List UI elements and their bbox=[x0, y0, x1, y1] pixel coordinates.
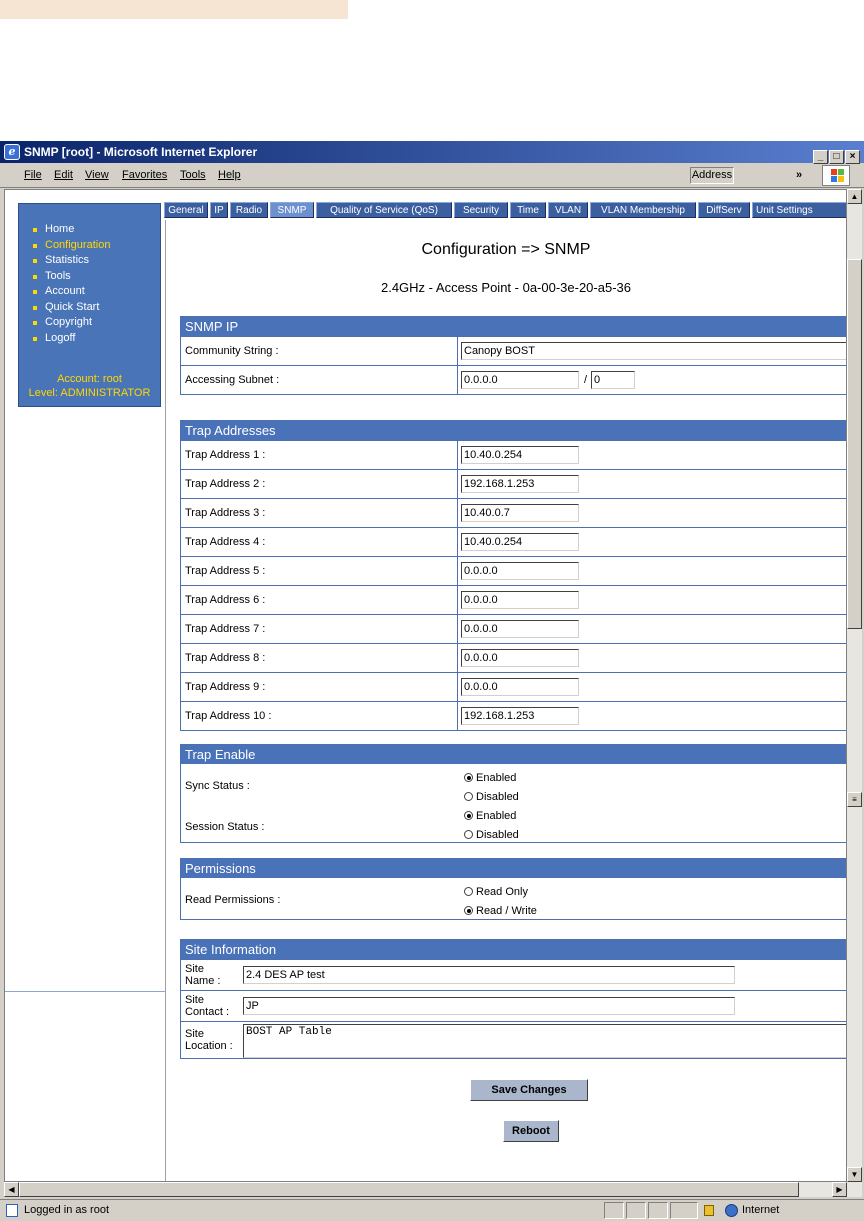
trap-input-9[interactable] bbox=[461, 678, 579, 696]
tab-time[interactable]: Time bbox=[510, 202, 546, 218]
community-input[interactable] bbox=[461, 342, 847, 360]
site-location-row bbox=[181, 1021, 847, 1060]
row-divider bbox=[457, 337, 458, 365]
menu-tools[interactable]: Tools bbox=[180, 169, 206, 181]
session-status-label: Session Status : bbox=[185, 821, 265, 833]
trap-input-4[interactable] bbox=[461, 533, 579, 551]
sync-enabled-label: Enabled bbox=[476, 772, 517, 784]
trap-label-1: Trap Address 1 : bbox=[185, 449, 266, 461]
status-text: Logged in as root bbox=[24, 1204, 110, 1216]
trap-row-1 bbox=[181, 440, 847, 469]
subnet-mask-input[interactable] bbox=[591, 371, 635, 389]
site-info-section bbox=[180, 939, 847, 1059]
permissions-section bbox=[180, 858, 847, 920]
read-write-label: Read / Write bbox=[476, 905, 537, 917]
subnet-label: Accessing Subnet : bbox=[185, 374, 280, 386]
read-permissions-row bbox=[181, 878, 847, 919]
status-cell bbox=[648, 1202, 668, 1219]
ie-icon: e bbox=[4, 144, 20, 160]
tab-snmp[interactable]: SNMP bbox=[270, 202, 314, 218]
status-cell bbox=[626, 1202, 646, 1219]
site-location-label: Site Location : bbox=[185, 1028, 233, 1052]
trap-label-10: Trap Address 10 : bbox=[185, 710, 272, 722]
row-divider bbox=[457, 470, 458, 498]
read-only-radio[interactable] bbox=[464, 886, 528, 898]
tab-vlan-membership[interactable]: VLAN Membership bbox=[590, 202, 696, 218]
page-icon bbox=[6, 1204, 18, 1217]
trap-addresses-section bbox=[180, 420, 847, 731]
trap-input-3[interactable] bbox=[461, 504, 579, 522]
top-banner bbox=[0, 0, 348, 19]
tab-unit-settings[interactable]: Unit Settings bbox=[752, 202, 847, 218]
page-title: Configuration => SNMP bbox=[421, 241, 591, 258]
snmp-ip-section bbox=[180, 316, 847, 395]
sync-status-label: Sync Status : bbox=[185, 780, 250, 792]
nav-copyright[interactable]: Copyright bbox=[45, 315, 110, 331]
read-only-label: Read Only bbox=[476, 886, 528, 898]
menu-file[interactable]: File bbox=[24, 169, 42, 181]
trap-label-8: Trap Address 8 : bbox=[185, 652, 266, 664]
trap-row-3 bbox=[181, 498, 847, 527]
tab-ip[interactable]: IP bbox=[210, 202, 228, 218]
menu-view[interactable]: View bbox=[85, 169, 109, 181]
trap-input-2[interactable] bbox=[461, 475, 579, 493]
trap-label-7: Trap Address 7 : bbox=[185, 623, 266, 635]
trap-row-9 bbox=[181, 672, 847, 701]
radio-unchecked-icon bbox=[464, 792, 473, 801]
site-contact-input[interactable] bbox=[243, 997, 735, 1015]
trap-label-6: Trap Address 6 : bbox=[185, 594, 266, 606]
trap-input-8[interactable] bbox=[461, 649, 579, 667]
row-divider bbox=[457, 441, 458, 469]
nav-statistics[interactable]: Statistics bbox=[45, 253, 110, 269]
close-icon[interactable]: × bbox=[845, 150, 860, 164]
row-divider bbox=[457, 673, 458, 701]
horizontal-scroll-thumb[interactable] bbox=[19, 1182, 799, 1197]
trap-row-6 bbox=[181, 585, 847, 614]
menu-edit[interactable]: Edit bbox=[54, 169, 73, 181]
session-status-row bbox=[181, 803, 847, 843]
trap-input-1[interactable] bbox=[461, 446, 579, 464]
reboot-button[interactable]: Reboot bbox=[503, 1120, 559, 1142]
trap-row-10 bbox=[181, 701, 847, 730]
save-changes-button[interactable]: Save Changes bbox=[470, 1079, 588, 1101]
nav-account[interactable]: Account bbox=[45, 284, 110, 300]
sync-enabled-radio[interactable] bbox=[464, 772, 516, 784]
trap-row-4 bbox=[181, 527, 847, 556]
title-bar bbox=[0, 141, 864, 163]
chevron-icon[interactable]: » bbox=[796, 169, 803, 181]
trap-input-10[interactable] bbox=[461, 707, 579, 725]
session-disabled-label: Disabled bbox=[476, 829, 519, 841]
site-contact-row bbox=[181, 990, 847, 1021]
subnet-slash: / bbox=[584, 374, 588, 386]
permissions-header: Permissions bbox=[181, 859, 847, 878]
maximize-icon[interactable]: □ bbox=[829, 150, 844, 164]
scroll-mid-icon[interactable]: ≡ bbox=[847, 792, 862, 807]
row-divider bbox=[457, 499, 458, 527]
site-location-textarea[interactable]: BOST AP Table bbox=[243, 1024, 847, 1058]
tab-vlan[interactable]: VLAN bbox=[548, 202, 588, 218]
subnet-input[interactable] bbox=[461, 371, 579, 389]
nav-home[interactable]: Home bbox=[45, 222, 110, 238]
community-row bbox=[181, 336, 847, 365]
row-divider bbox=[457, 644, 458, 672]
trap-label-2: Trap Address 2 : bbox=[185, 478, 266, 490]
trap-enable-header: Trap Enable bbox=[181, 745, 847, 764]
read-write-radio[interactable] bbox=[464, 905, 537, 917]
tab-diffserv[interactable]: DiffServ bbox=[698, 202, 750, 218]
nav-logoff[interactable]: Logoff bbox=[45, 331, 110, 347]
page-subtitle: 2.4GHz - Access Point - 0a-00-3e-20-a5-36 bbox=[380, 280, 631, 295]
site-name-row bbox=[181, 959, 847, 990]
vertical-scrollbar[interactable] bbox=[847, 189, 862, 1182]
menu-help[interactable]: Help bbox=[218, 169, 241, 181]
trap-input-7[interactable] bbox=[461, 620, 579, 638]
snmp-ip-header: SNMP IP bbox=[181, 317, 847, 336]
radio-checked-icon bbox=[464, 906, 473, 915]
subnet-row bbox=[181, 365, 847, 394]
site-info-header: Site Information bbox=[181, 940, 847, 959]
trap-label-3: Trap Address 3 : bbox=[185, 507, 266, 519]
read-permissions-label: Read Permissions : bbox=[185, 894, 281, 906]
radio-unchecked-icon bbox=[464, 887, 473, 896]
guide-line bbox=[5, 991, 165, 992]
nav-quick-start[interactable]: Quick Start bbox=[45, 300, 110, 316]
sync-status-row bbox=[181, 764, 847, 803]
trap-enable-section bbox=[180, 744, 847, 843]
site-name-input[interactable] bbox=[243, 966, 735, 984]
nav-sidebar bbox=[18, 203, 161, 407]
menu-bar bbox=[0, 164, 864, 188]
trap-label-5: Trap Address 5 : bbox=[185, 565, 266, 577]
tab-radio[interactable]: Radio bbox=[230, 202, 268, 218]
trap-label-4: Trap Address 4 : bbox=[185, 536, 266, 548]
config-page bbox=[165, 220, 845, 1182]
vertical-scroll-thumb[interactable] bbox=[847, 259, 862, 629]
row-divider bbox=[457, 702, 458, 730]
site-contact-label: Site Contact : bbox=[185, 994, 230, 1018]
tab-general[interactable]: General bbox=[164, 202, 208, 218]
trap-label-9: Trap Address 9 : bbox=[185, 681, 266, 693]
status-cell bbox=[670, 1202, 698, 1219]
site-name-label: Site Name : bbox=[185, 963, 221, 987]
trap-row-8 bbox=[181, 643, 847, 672]
tab-qos[interactable]: Quality of Service (QoS) bbox=[316, 202, 452, 218]
page-viewport bbox=[4, 189, 847, 1182]
status-cell bbox=[604, 1202, 624, 1219]
row-divider bbox=[457, 557, 458, 585]
sync-disabled-radio[interactable] bbox=[464, 791, 519, 803]
trap-input-5[interactable] bbox=[461, 562, 579, 580]
row-divider bbox=[457, 366, 458, 394]
trap-input-6[interactable] bbox=[461, 591, 579, 609]
scroll-down-icon[interactable]: ▼ bbox=[847, 1167, 862, 1182]
trap-row-2 bbox=[181, 469, 847, 498]
scroll-right-icon[interactable]: ▶ bbox=[832, 1182, 847, 1197]
windows-logo-icon bbox=[822, 165, 850, 186]
menu-favorites[interactable]: Favorites bbox=[122, 169, 168, 181]
account-level: Level: ADMINISTRATOR bbox=[28, 387, 151, 399]
horizontal-scrollbar[interactable] bbox=[4, 1182, 862, 1197]
session-enabled-label: Enabled bbox=[476, 810, 517, 822]
radio-checked-icon bbox=[464, 773, 473, 782]
account-info: Account: root bbox=[57, 373, 122, 385]
minimize-icon[interactable]: _ bbox=[813, 150, 828, 164]
session-disabled-radio[interactable] bbox=[464, 829, 519, 841]
globe-icon bbox=[725, 1204, 738, 1217]
nav-configuration[interactable]: Configuration bbox=[45, 238, 110, 254]
row-divider bbox=[457, 615, 458, 643]
status-bar bbox=[0, 1199, 864, 1221]
community-label: Community String : bbox=[185, 345, 279, 357]
scroll-up-icon[interactable]: ▲ bbox=[847, 189, 862, 204]
scroll-left-icon[interactable]: ◀ bbox=[4, 1182, 19, 1197]
tab-security[interactable]: Security bbox=[454, 202, 508, 218]
config-tabs bbox=[164, 202, 847, 220]
trap-row-7 bbox=[181, 614, 847, 643]
sync-disabled-label: Disabled bbox=[476, 791, 519, 803]
window-title: SNMP [root] - Microsoft Internet Explorer bbox=[24, 145, 258, 159]
session-enabled-radio[interactable] bbox=[464, 810, 516, 822]
browser-window bbox=[0, 141, 864, 1220]
radio-checked-icon bbox=[464, 811, 473, 820]
row-divider bbox=[457, 528, 458, 556]
window-controls bbox=[812, 144, 860, 166]
address-label[interactable]: Address bbox=[690, 167, 734, 184]
radio-unchecked-icon bbox=[464, 830, 473, 839]
nav-tools[interactable]: Tools bbox=[45, 269, 110, 285]
trap-addresses-header: Trap Addresses bbox=[181, 421, 847, 440]
trap-row-5 bbox=[181, 556, 847, 585]
zone-text: Internet bbox=[742, 1204, 780, 1216]
lock-icon bbox=[704, 1205, 714, 1216]
row-divider bbox=[457, 586, 458, 614]
